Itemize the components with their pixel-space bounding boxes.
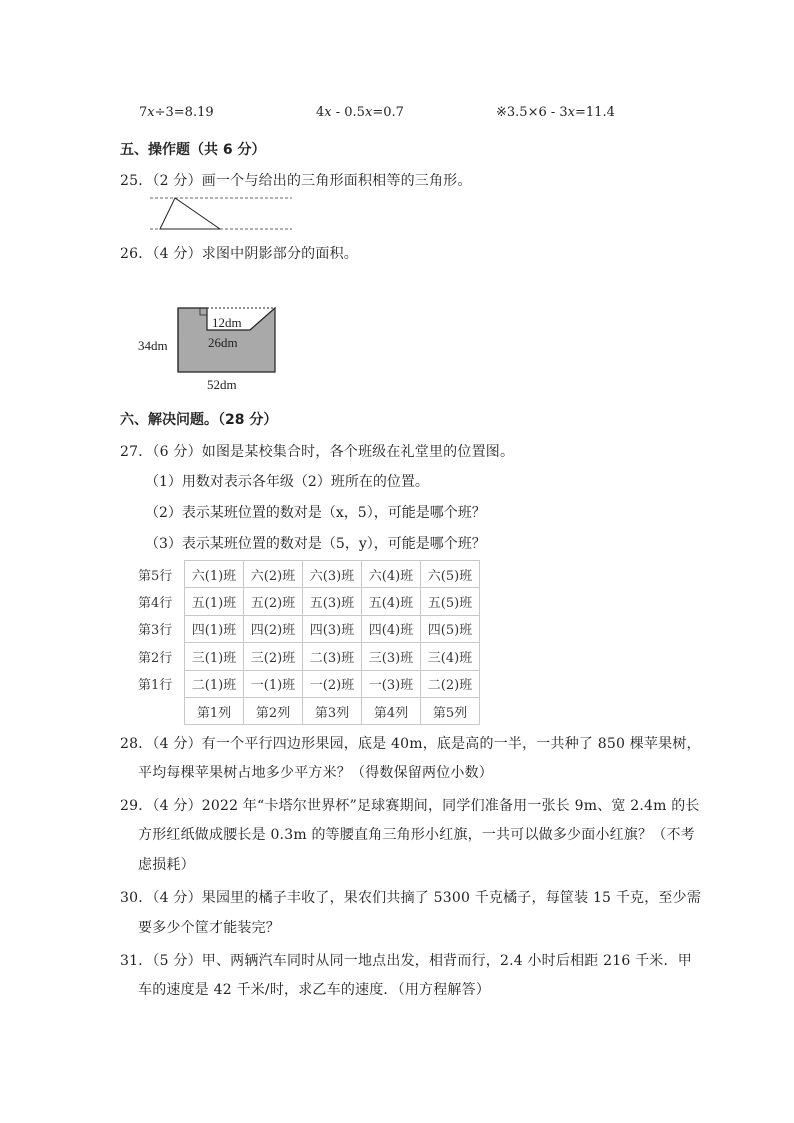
label-34dm: 34dm	[138, 338, 168, 353]
class-cell: 二(2)班	[421, 670, 480, 697]
section-title-problems: 六、解决问题。（28 分）	[120, 412, 278, 428]
section-title-operations: 五、操作题（共 6 分）	[120, 142, 266, 158]
question-27-part-3: （3）表示某班位置的数对是（5，y），可能是哪个班？	[145, 536, 486, 552]
class-cell: 五(2)班	[244, 588, 303, 615]
class-cell: 六(3)班	[303, 561, 362, 588]
class-cell: 六(5)班	[421, 561, 480, 588]
column-label: 第5列	[421, 697, 480, 724]
class-cell: 五(5)班	[421, 588, 480, 615]
column-label: 第1列	[185, 697, 244, 724]
row-label: 第4行	[136, 588, 185, 615]
question-30-line-1: 30．（4 分）果园里的橘子丰收了，果农们共摘了 5300 千克橘子，每筐装 15 千克，至少需	[120, 890, 702, 906]
seating-row-4	[136, 588, 480, 615]
question-27-part-1: （1）用数对表示各年级（2）班所在的位置。	[145, 474, 429, 490]
question-31-line-1: 31．（5 分）甲、两辆汽车同时从同一地点出发，相背而行，2.4 小时后相距 216 千米．甲	[120, 953, 692, 969]
equation-1: 7x÷3=8.19	[139, 105, 214, 120]
corner-cell	[136, 697, 185, 724]
question-27-part-2: （2）表示某班位置的数对是（x，5），可能是哪个班？	[145, 505, 486, 521]
class-cell: 五(4)班	[362, 588, 421, 615]
class-cell: 三(4)班	[421, 643, 480, 670]
question-29-line-3: 虑损耗）	[138, 857, 195, 873]
column-label: 第2列	[244, 697, 303, 724]
seating-row-1	[136, 670, 480, 697]
class-cell: 四(4)班	[362, 615, 421, 642]
seating-chart	[136, 560, 480, 725]
class-cell: 五(3)班	[303, 588, 362, 615]
row-label: 第3行	[136, 615, 185, 642]
class-cell: 一(3)班	[362, 670, 421, 697]
class-cell: 三(2)班	[244, 643, 303, 670]
row-label: 第2行	[136, 643, 185, 670]
class-cell: 六(1)班	[185, 561, 244, 588]
column-label-row	[136, 697, 480, 724]
column-label: 第3列	[303, 697, 362, 724]
class-cell: 四(2)班	[244, 615, 303, 642]
column-label: 第4列	[362, 697, 421, 724]
class-cell: 一(2)班	[303, 670, 362, 697]
equation-2: 4x - 0.5x=0.7	[316, 105, 404, 120]
equation-3: ※3.5×6 - 3x=11.4	[496, 105, 615, 120]
question-26: 26．（4 分）求图中阴影部分的面积。	[120, 246, 358, 262]
question-30-line-2: 要多少个筐才能装完？	[138, 920, 280, 936]
seating-row-5	[136, 561, 480, 588]
row-label: 第1行	[136, 670, 185, 697]
question-28-line-1: 28．（4 分）有一个平行四边形果园，底是 40m，底是高的一半，一共种了 850 棵苹果树，	[120, 736, 701, 752]
seating-row-3	[136, 615, 480, 642]
class-cell: 六(2)班	[244, 561, 303, 588]
triangle-figure	[150, 193, 295, 233]
question-29-line-2: 方形红纸做成腰长是 0.3m 的等腰直角三角形小红旗，一共可以做多少面小红旗？（不考	[138, 827, 695, 843]
label-52dm: 52dm	[207, 377, 237, 392]
question-29-line-1: 29．（4 分）2022 年“卡塔尔世界杯”足球赛期间，同学们准备用一张长 9m、宽 2.4m 的长	[120, 798, 700, 814]
label-12dm: 12dm	[212, 315, 242, 330]
question-31-line-2: 车的速度是 42 千米/时，求乙车的速度．（用方程解答）	[138, 982, 491, 998]
class-cell: 一(1)班	[244, 670, 303, 697]
given-triangle	[160, 198, 220, 229]
class-cell: 五(1)班	[185, 588, 244, 615]
class-cell: 三(3)班	[362, 643, 421, 670]
seating-row-2	[136, 643, 480, 670]
class-cell: 六(4)班	[362, 561, 421, 588]
label-26dm: 26dm	[208, 335, 238, 350]
question-27: 27．（6 分）如图是某校集合时，各个班级在礼堂里的位置图。	[120, 444, 515, 460]
class-cell: 三(1)班	[185, 643, 244, 670]
class-cell: 四(3)班	[303, 615, 362, 642]
question-28-line-2: 平均每棵苹果树占地多少平方米？（得数保留两位小数）	[138, 765, 493, 781]
class-cell: 四(5)班	[421, 615, 480, 642]
row-label: 第5行	[136, 561, 185, 588]
class-cell: 四(1)班	[185, 615, 244, 642]
class-cell: 二(1)班	[185, 670, 244, 697]
question-25: 25．（2 分）画一个与给出的三角形面积相等的三角形。	[120, 173, 472, 189]
class-cell: 二(3)班	[303, 643, 362, 670]
